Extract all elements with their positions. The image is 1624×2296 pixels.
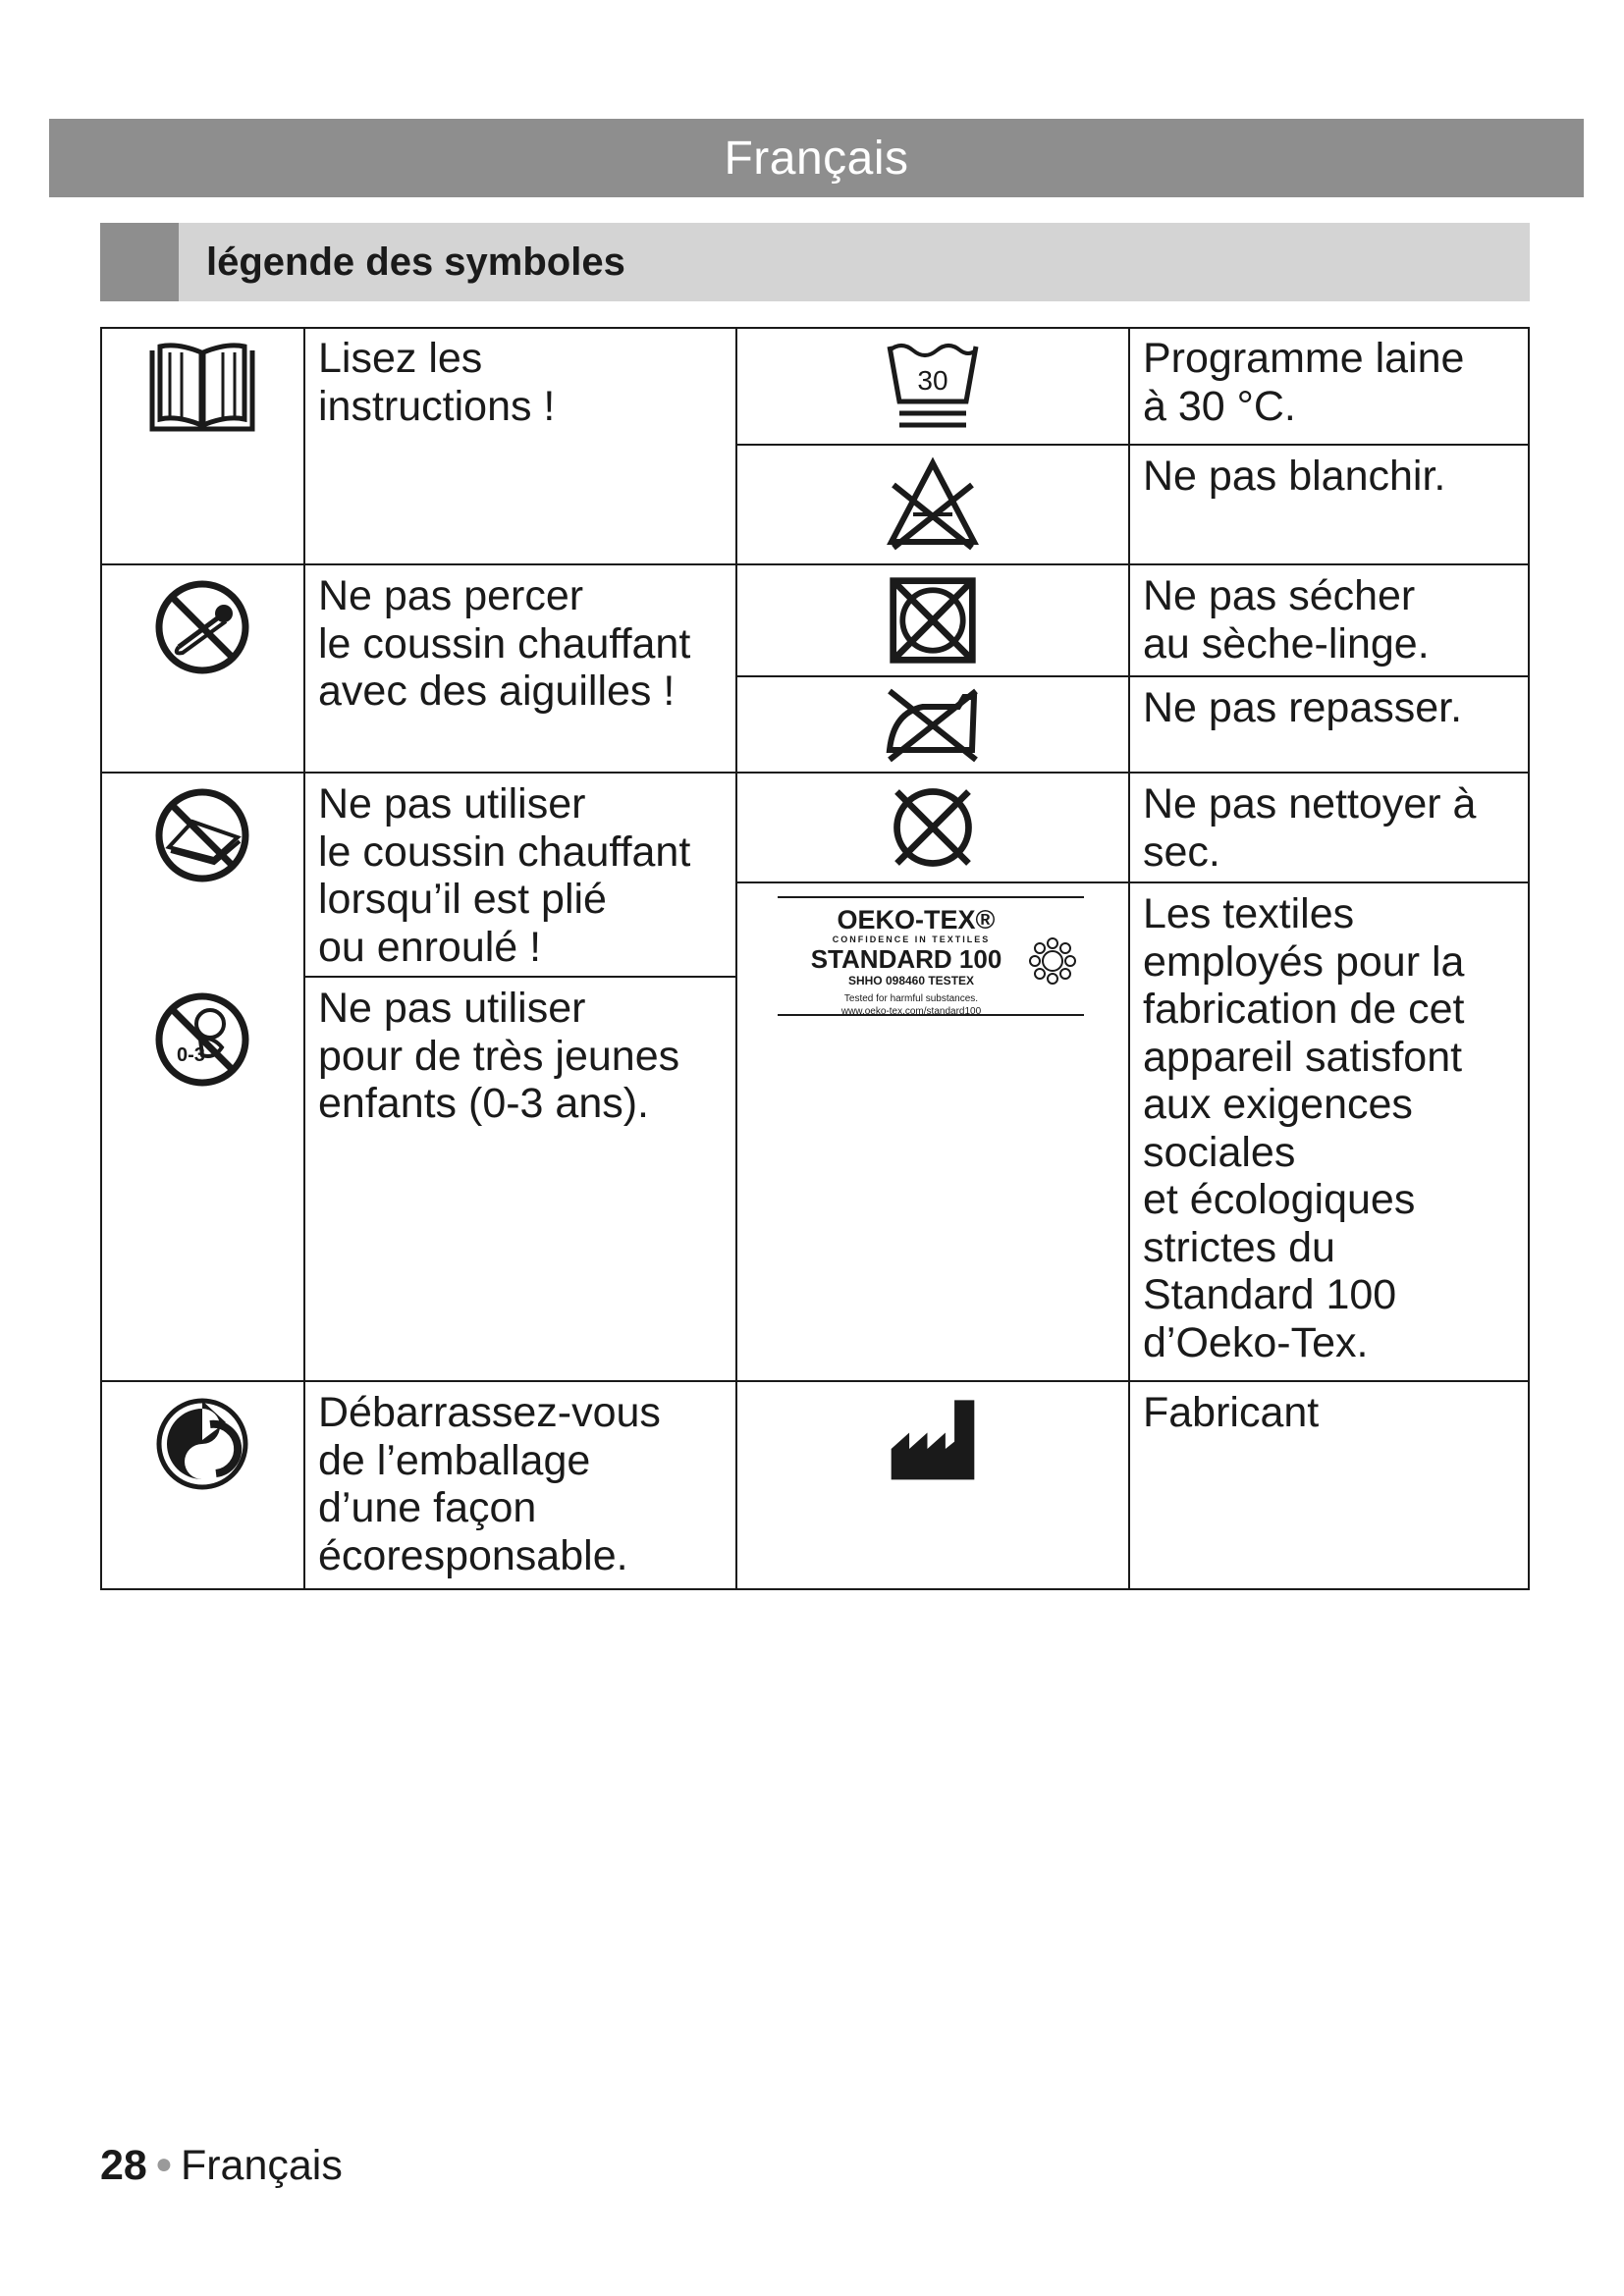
table-border-top xyxy=(100,327,1530,329)
no-dry-clean-icon xyxy=(886,780,980,875)
wash-temperature-label: 30 xyxy=(917,365,948,396)
oeko-tex-flower-icon xyxy=(1027,935,1078,987)
table-divider-right-2 xyxy=(736,563,1530,565)
symbol-cell-manufacturer xyxy=(736,1381,1129,1590)
language-header-title: Français xyxy=(724,132,909,185)
no-bleach-icon xyxy=(884,455,982,554)
oeko-tex-standard: STANDARD 100 xyxy=(810,944,1002,974)
symbol-cell-no-pins xyxy=(100,564,304,773)
table-divider-v1 xyxy=(303,327,305,1590)
footer-language: Français xyxy=(180,2142,343,2189)
page-footer xyxy=(100,2140,343,2190)
page-number: 28 xyxy=(100,2142,147,2189)
legend-text-oeko-tex: Les textiles employés pour la fabrication de cet appareil satisfont aux exigences sociales et écologiques strictes du Standard 100 d’Oeko-Tex. xyxy=(1143,890,1465,1366)
table-divider-v2 xyxy=(735,327,737,1590)
table-divider-right-5 xyxy=(736,881,1530,883)
section-header-tab xyxy=(100,223,179,301)
wash-30-icon xyxy=(884,337,982,435)
legend-text-no-pins: Ne pas percer le coussin chauffant avec des aiguilles ! xyxy=(318,572,691,715)
oeko-tex-label xyxy=(778,896,1084,1016)
no-folded-pad-icon xyxy=(153,786,251,884)
no-iron-icon xyxy=(884,685,982,764)
legend-text-no-bleach: Ne pas blanchir. xyxy=(1143,453,1446,500)
table-divider-left-3 xyxy=(304,976,736,978)
language-header-bar xyxy=(49,119,1584,197)
legend-text-no-children: Ne pas utiliser pour de très jeunes enfants (0-3 ans). xyxy=(318,985,680,1127)
table-divider-right-4 xyxy=(736,772,1530,774)
table-divider-v3 xyxy=(1128,327,1130,1590)
table-divider-right-6 xyxy=(736,1380,1530,1382)
symbol-cell-no-bleach xyxy=(736,445,1129,564)
green-dot-recycling-icon xyxy=(153,1395,251,1493)
section-header-bar xyxy=(100,223,1530,301)
legend-text-no-tumble-dry: Ne pas sécher au sèche-linge. xyxy=(1143,572,1430,667)
no-pins-icon xyxy=(153,578,251,676)
footer-separator-dot: ● xyxy=(154,2148,173,2180)
symbol-cell-no-dry-clean xyxy=(736,773,1129,882)
symbol-cell-wool-30 xyxy=(736,327,1129,445)
no-tumble-dry-icon xyxy=(886,573,980,667)
oeko-tex-code: SHHO 098460 TESTEX xyxy=(847,974,975,988)
oeko-tex-title: OEKO-TEX® xyxy=(837,905,996,934)
table-divider-left-4 xyxy=(100,1380,736,1382)
table-divider-right-1 xyxy=(736,444,1530,446)
legend-text-no-dry-clean: Ne pas nettoyer à sec. xyxy=(1143,780,1477,876)
symbol-legend-table xyxy=(100,327,1530,1590)
symbol-cell-no-iron xyxy=(736,676,1129,773)
table-border-bottom xyxy=(100,1588,1530,1590)
symbol-cell-no-children xyxy=(100,977,304,1381)
symbol-cell-read-instructions xyxy=(100,327,304,564)
legend-text-no-fold: Ne pas utiliser le coussin chauffant lorsqu’il est plié ou enroulé ! xyxy=(318,780,691,971)
legend-text-wool-program: Programme laine à 30 °C. xyxy=(1143,335,1465,430)
table-border-right xyxy=(1528,327,1530,1590)
symbol-cell-no-tumble-dry xyxy=(736,564,1129,676)
table-divider-left-1 xyxy=(100,563,736,565)
legend-text-dispose: Débarrassez-vous de l’emballage d’une façon écoresponsable. xyxy=(318,1389,661,1579)
no-children-icon xyxy=(153,990,251,1089)
symbol-cell-dispose xyxy=(100,1381,304,1590)
table-divider-left-2 xyxy=(100,772,736,774)
symbol-cell-oeko-tex xyxy=(736,882,1129,1381)
table-divider-right-3 xyxy=(736,675,1530,677)
section-title: légende des symboles xyxy=(206,240,625,284)
manufacturer-factory-icon xyxy=(888,1393,978,1483)
table-border-left xyxy=(100,327,102,1590)
book-icon xyxy=(148,339,256,437)
oeko-tex-url: www.oeko-tex.com/standard100 xyxy=(840,1006,982,1017)
legend-text-manufacturer: Fabricant xyxy=(1143,1389,1320,1436)
legend-text-read-instructions: Lisez les instructions ! xyxy=(318,335,556,430)
oeko-tex-tested: Tested for harmful substances. xyxy=(843,993,979,1004)
legend-text-no-iron: Ne pas repasser. xyxy=(1143,684,1463,731)
oeko-tex-tagline: CONFIDENCE IN TEXTILES xyxy=(832,934,991,944)
child-age-label: 0-3 xyxy=(177,1044,205,1066)
symbol-cell-no-fold xyxy=(100,773,304,977)
